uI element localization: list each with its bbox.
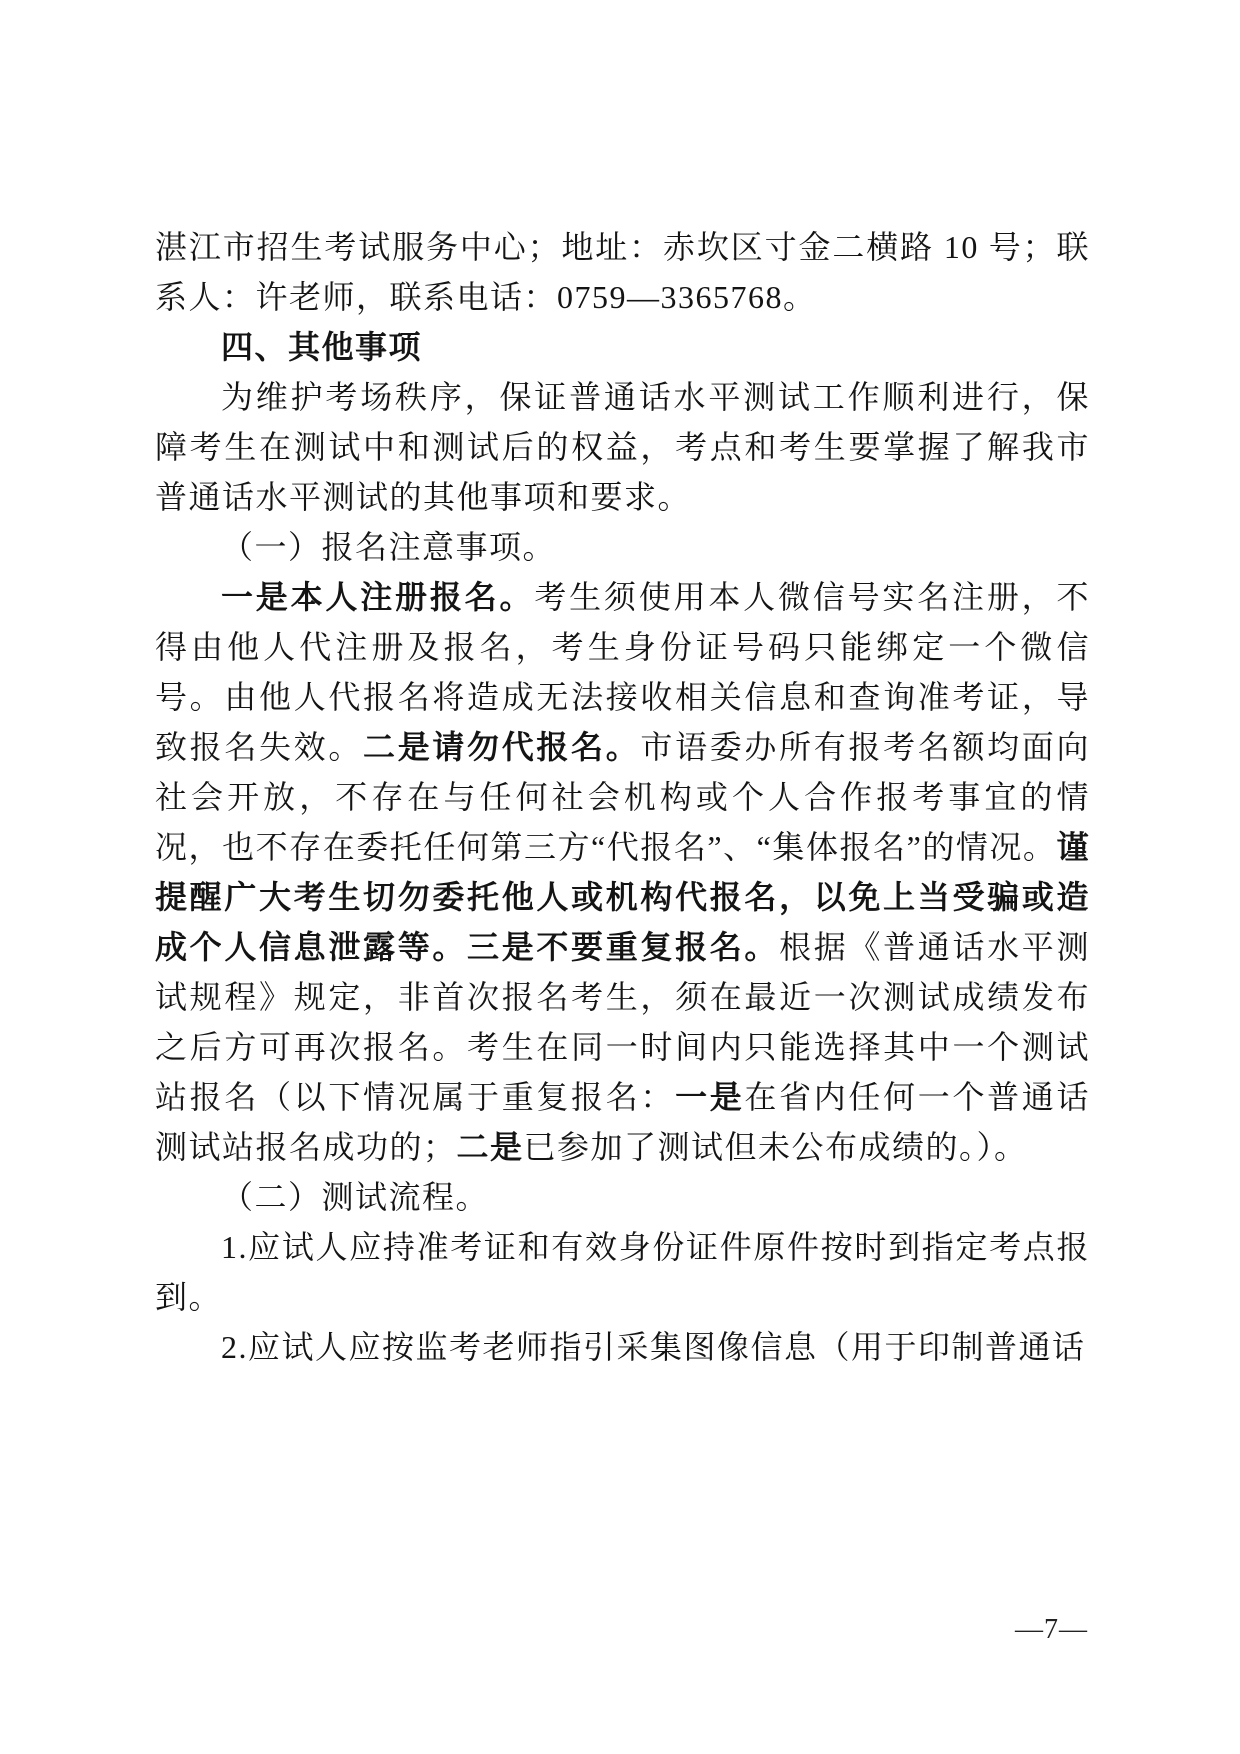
page-number: —7—: [1015, 1614, 1088, 1645]
text-run: 根据《普通话水平测试规程》规定，非首次报名考生，须在最近一次测试成绩发布之后方可再次报名。考生在同一时间内只能选择其中一个测试站报名（以下情况属于重复报名：: [155, 929, 1090, 1115]
text-run: 已参加了测试但未公布成绩的。）。: [523, 1129, 1028, 1165]
emphasis-run: 三是不要重复报名。: [467, 929, 780, 965]
document-body: [155, 222, 1090, 1372]
text-run: 1.应试人应持准考证和有效身份证件原件按时到指定考点报到。: [155, 1229, 1090, 1315]
paragraph-registration-notes: [155, 572, 1090, 1172]
text-run: 为维护考场秩序，保证普通话水平测试工作顺利进行，保障考生在测试中和测试后的权益，考点和考生要掌握了解我市普通话水平测试的其他事项和要求。: [155, 379, 1090, 515]
paragraph-section-intro: [155, 372, 1090, 522]
emphasis-run: 一是: [675, 1079, 745, 1115]
section-heading-other-matters: [155, 322, 1090, 372]
subsection-heading-registration-notes: [155, 522, 1090, 572]
emphasis-run: 一是本人注册报名。: [221, 579, 535, 615]
text-run: 在省内任何一个普通话测试站报名成功的；: [155, 1079, 1090, 1165]
subsection-heading-test-process: [155, 1172, 1090, 1222]
text-run: 湛江市招生考试服务中心；地址：赤坎区寸金二横路 10 号；联系人：许老师，联系电话：0759—3365768。: [155, 229, 1090, 315]
text-run: （二）测试流程。: [221, 1179, 490, 1215]
emphasis-run: 二是请勿代报名。: [363, 729, 641, 765]
emphasis-run: 谨提醒广大考生切勿委托他人或机构代报名，以免上当受骗或造成个人信息泄露等。: [155, 829, 1090, 965]
text-run: 考生须使用本人微信号实名注册，不得由他人代注册及报名，考生身份证号码只能绑定一个微信号。由他人代报名将造成无法接收相关信息和查询准考证，导致报名失效。: [155, 579, 1090, 765]
paragraph-test-step-1: [155, 1222, 1090, 1322]
heading-text: 四、其他事项: [221, 329, 423, 365]
paragraph-contact-info: [155, 222, 1090, 322]
emphasis-run: 二是: [456, 1129, 524, 1165]
text-run: 2.应试人应按监考老师指引采集图像信息（用于印制普通话: [221, 1329, 1086, 1365]
text-run: 市语委办所有报考名额均面向社会开放，不存在与任何社会机构或个人合作报考事宜的情况，也不存在委托任何第三方“代报名”、“集体报名”的情况。: [155, 729, 1090, 865]
paragraph-test-step-2: [155, 1322, 1090, 1372]
text-run: （一）报名注意事项。: [221, 529, 557, 565]
